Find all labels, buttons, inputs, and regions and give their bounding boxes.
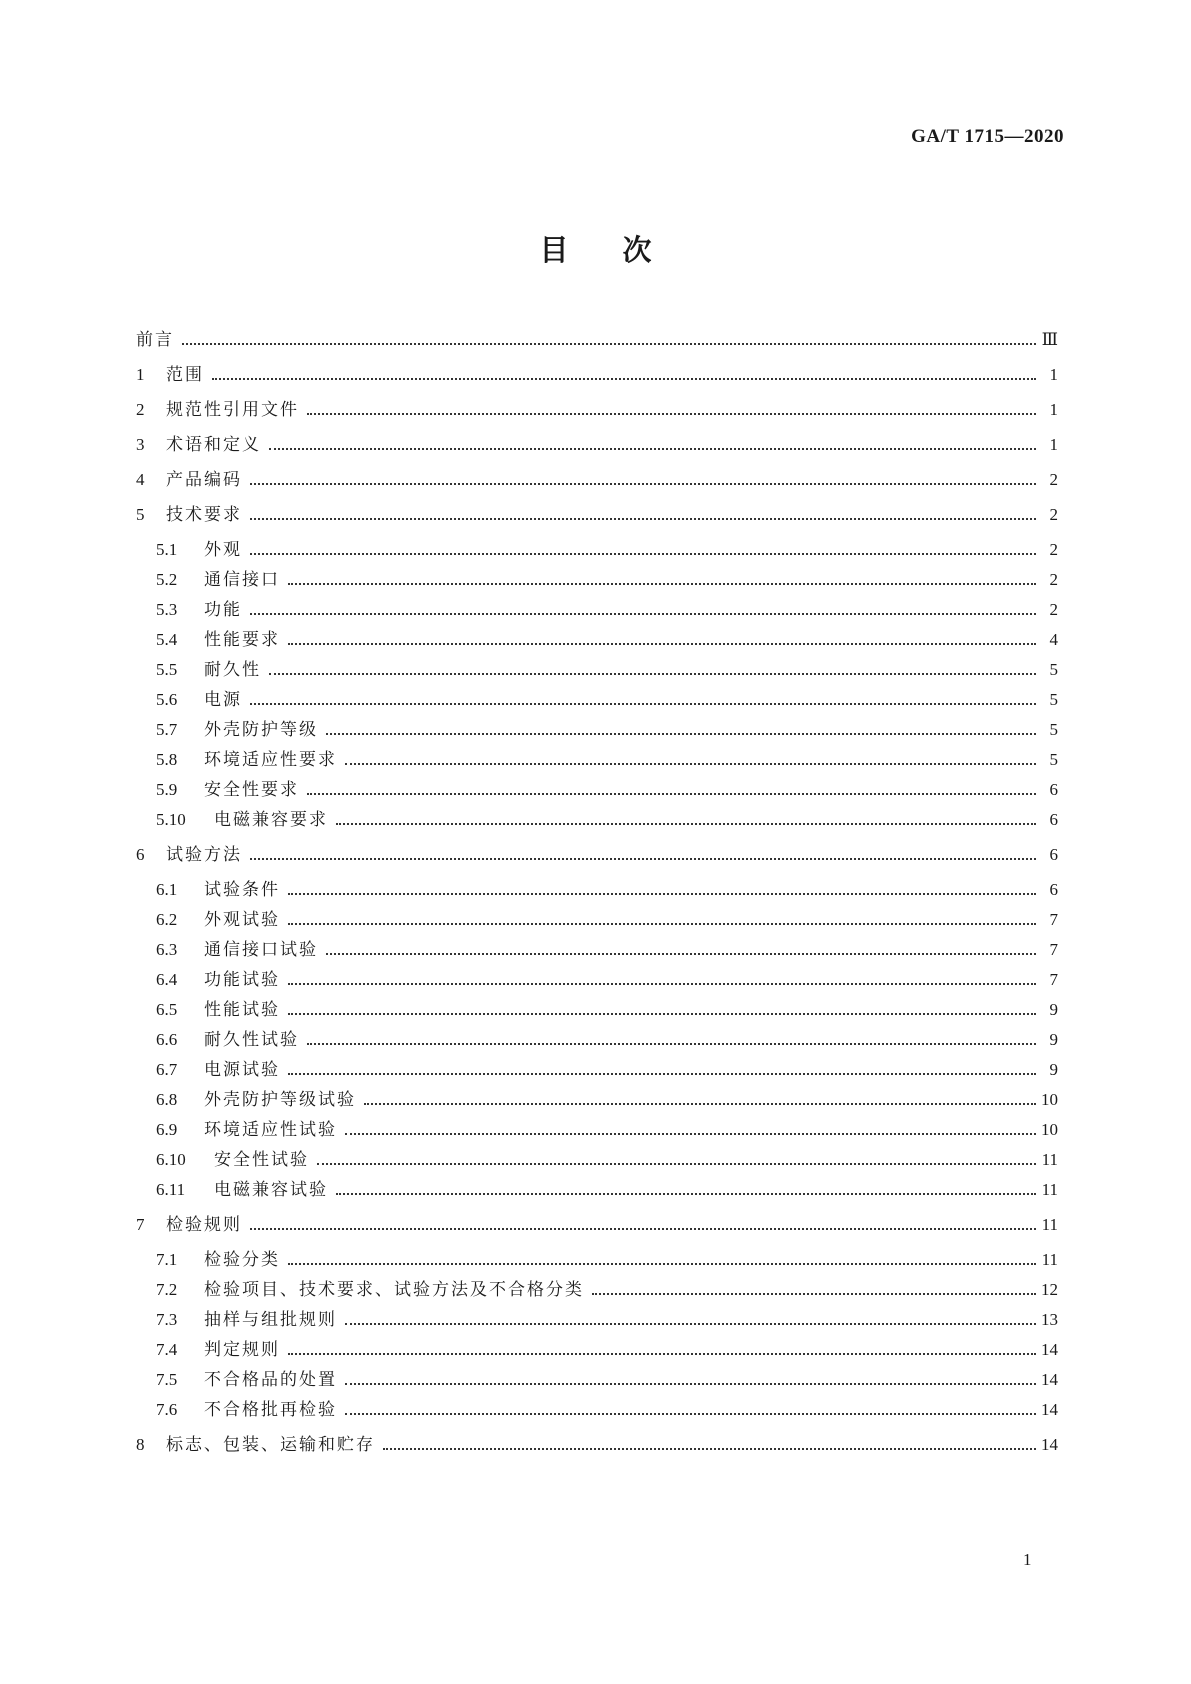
toc-dot-leader xyxy=(345,1306,1040,1334)
toc-dot-leader xyxy=(307,776,1040,804)
toc-entry-label: 耐久性试验 xyxy=(204,1030,299,1050)
toc-entry-page: Ⅲ xyxy=(1041,330,1058,349)
toc-entry-number: 7.1 xyxy=(156,1250,178,1269)
toc-entry-number: 7 xyxy=(136,1215,145,1234)
toc-dot-leader xyxy=(288,906,1040,934)
toc-entry[interactable] xyxy=(156,806,1058,834)
toc-entry-page: 1 xyxy=(1049,435,1058,454)
toc-entry-page: 7 xyxy=(1049,970,1058,989)
toc-entry[interactable] xyxy=(156,996,1058,1024)
toc-entry-number: 4 xyxy=(136,470,145,489)
toc-dot-leader xyxy=(288,1246,1040,1274)
toc-dot-leader xyxy=(250,536,1040,564)
toc-entry-label: 检验规则 xyxy=(166,1215,242,1235)
toc-entry-number: 5.5 xyxy=(156,660,178,679)
toc-entry-label: 性能要求 xyxy=(204,630,280,650)
toc-entry-label: 术语和定义 xyxy=(166,435,261,455)
toc-entry-number: 5.10 xyxy=(156,810,186,829)
toc-entry-page: 5 xyxy=(1049,750,1058,769)
toc-dot-leader xyxy=(250,1211,1040,1239)
toc-entry-label: 不合格品的处置 xyxy=(204,1370,337,1390)
toc-entry-page: 14 xyxy=(1041,1340,1058,1359)
toc-dot-leader xyxy=(269,656,1040,684)
toc-entry-page: 7 xyxy=(1049,910,1058,929)
toc-entry[interactable] xyxy=(136,1431,1058,1459)
toc-entry[interactable] xyxy=(156,566,1058,594)
toc-dot-leader xyxy=(326,716,1040,744)
toc-entry-label: 安全性试验 xyxy=(214,1150,309,1170)
toc-entry-number: 6.5 xyxy=(156,1000,178,1019)
toc-entry[interactable] xyxy=(136,326,1058,354)
toc-entry-page: 1 xyxy=(1049,365,1058,384)
standard-number: GA/T 1715—2020 xyxy=(911,126,1064,147)
toc-entry-number: 3 xyxy=(136,435,145,454)
toc-dot-leader xyxy=(364,1086,1040,1114)
toc-entry-label: 电源试验 xyxy=(204,1060,280,1080)
toc-entry-page: 14 xyxy=(1041,1370,1058,1389)
toc-entry[interactable] xyxy=(136,361,1058,389)
toc-dot-leader xyxy=(307,1026,1040,1054)
toc-dot-leader xyxy=(288,996,1040,1024)
toc-entry-label: 通信接口试验 xyxy=(204,940,318,960)
toc-entry-label: 抽样与组批规则 xyxy=(204,1310,337,1330)
toc-entry-number: 5.2 xyxy=(156,570,178,589)
toc-entry-number: 6.8 xyxy=(156,1090,178,1109)
toc-dot-leader xyxy=(288,966,1040,994)
toc-entry-label: 功能 xyxy=(204,600,242,620)
toc-entry[interactable] xyxy=(156,1306,1058,1334)
toc-entry-number: 6.9 xyxy=(156,1120,178,1139)
toc-entry-number: 6.3 xyxy=(156,940,178,959)
toc-entry-number: 6.1 xyxy=(156,880,178,899)
toc-entry-label: 电磁兼容试验 xyxy=(214,1180,328,1200)
toc-entry-label: 电磁兼容要求 xyxy=(214,810,328,830)
toc-entry[interactable] xyxy=(156,1276,1058,1304)
toc-entry-number: 6.11 xyxy=(156,1180,186,1199)
toc-entry-page: 6 xyxy=(1049,810,1058,829)
toc-dot-leader xyxy=(336,806,1040,834)
toc-entry-page: 2 xyxy=(1049,600,1058,619)
toc-entry-label: 标志、包装、运输和贮存 xyxy=(166,1435,375,1455)
page-title: 目次 xyxy=(539,233,706,267)
toc-dot-leader xyxy=(336,1176,1040,1204)
toc-entry-page: 2 xyxy=(1049,470,1058,489)
toc-entry-label: 检验项目、技术要求、试验方法及不合格分类 xyxy=(204,1280,584,1300)
toc-dot-leader xyxy=(592,1276,1040,1304)
toc-entry[interactable] xyxy=(156,596,1058,624)
toc-entry[interactable] xyxy=(156,906,1058,934)
toc-entry-number: 7.4 xyxy=(156,1340,178,1359)
toc-entry-page: 13 xyxy=(1041,1310,1058,1329)
toc-entry-number: 5.8 xyxy=(156,750,178,769)
toc-entry[interactable] xyxy=(156,876,1058,904)
toc-entry-label: 判定规则 xyxy=(204,1340,280,1360)
toc-entry-page: 5 xyxy=(1049,660,1058,679)
toc-dot-leader xyxy=(250,686,1040,714)
toc-entry-page: 11 xyxy=(1041,1180,1058,1199)
toc-dot-leader xyxy=(250,841,1040,869)
toc-entry[interactable] xyxy=(136,841,1058,869)
toc-entry-page: 14 xyxy=(1041,1435,1058,1454)
toc-entry[interactable] xyxy=(156,656,1058,684)
toc-entry[interactable] xyxy=(156,716,1058,744)
toc-entry-page: 9 xyxy=(1049,1060,1058,1079)
toc-entry-page: 10 xyxy=(1041,1120,1058,1139)
toc-entry[interactable] xyxy=(156,746,1058,774)
toc-entry-number: 7.5 xyxy=(156,1370,178,1389)
toc-entry[interactable] xyxy=(156,776,1058,804)
toc-entry[interactable] xyxy=(156,1246,1058,1274)
toc-dot-leader xyxy=(307,396,1040,424)
toc-entry-number: 6.10 xyxy=(156,1150,186,1169)
toc-entry[interactable] xyxy=(156,1396,1058,1424)
toc-dot-leader xyxy=(317,1146,1040,1174)
toc-entry-number: 8 xyxy=(136,1435,145,1454)
page-number: 1 xyxy=(1023,1550,1032,1569)
toc-dot-leader xyxy=(250,596,1040,624)
toc-entry[interactable] xyxy=(156,536,1058,564)
toc-dot-leader xyxy=(326,936,1040,964)
toc-entry-page: 7 xyxy=(1049,940,1058,959)
toc-entry[interactable] xyxy=(136,1211,1058,1239)
toc-entry-number: 5.3 xyxy=(156,600,178,619)
toc-dot-leader xyxy=(345,746,1040,774)
toc-dot-leader xyxy=(383,1431,1040,1459)
toc-entry-page: 5 xyxy=(1049,720,1058,739)
toc-entry[interactable] xyxy=(156,1336,1058,1364)
toc-entry-label: 范围 xyxy=(166,365,204,385)
toc-entry-label: 不合格批再检验 xyxy=(204,1400,337,1420)
toc-entry-number: 5 xyxy=(136,505,145,524)
toc-entry-label: 前言 xyxy=(136,330,174,350)
toc-entry[interactable] xyxy=(156,1366,1058,1394)
toc-entry-page: 5 xyxy=(1049,690,1058,709)
toc-entry[interactable] xyxy=(156,686,1058,714)
toc-entry-label: 环境适应性要求 xyxy=(204,750,337,770)
toc-dot-leader xyxy=(345,1396,1040,1424)
toc-dot-leader xyxy=(288,626,1040,654)
toc-entry-number: 5.1 xyxy=(156,540,178,559)
toc-entry-page: 10 xyxy=(1041,1090,1058,1109)
toc-entry-label: 检验分类 xyxy=(204,1250,280,1270)
toc-entry[interactable] xyxy=(136,501,1058,529)
toc-dot-leader xyxy=(288,876,1040,904)
toc-entry-page: 6 xyxy=(1049,880,1058,899)
toc-entry-page: 6 xyxy=(1049,845,1058,864)
toc-entry[interactable] xyxy=(156,1176,1058,1204)
toc-dot-leader xyxy=(250,501,1040,529)
toc-entry-number: 2 xyxy=(136,400,145,419)
toc-entry-number: 5.6 xyxy=(156,690,178,709)
toc-entry-page: 14 xyxy=(1041,1400,1058,1419)
toc-entry-number: 5.9 xyxy=(156,780,178,799)
toc-entry-label: 环境适应性试验 xyxy=(204,1120,337,1140)
toc-entry-number: 6.4 xyxy=(156,970,178,989)
toc-entry[interactable] xyxy=(156,936,1058,964)
toc-entry-page: 11 xyxy=(1041,1250,1058,1269)
toc-entry-label: 外壳防护等级 xyxy=(204,720,318,740)
toc-dot-leader xyxy=(288,566,1040,594)
toc-entry-label: 通信接口 xyxy=(204,570,280,590)
toc-entry-page: 9 xyxy=(1049,1030,1058,1049)
toc-dot-leader xyxy=(345,1366,1040,1394)
toc-entry-number: 6.6 xyxy=(156,1030,178,1049)
toc-entry-number: 5.4 xyxy=(156,630,178,649)
toc-entry-label: 外观试验 xyxy=(204,910,280,930)
toc-entry-label: 安全性要求 xyxy=(204,780,299,800)
toc-entry-number: 7.2 xyxy=(156,1280,178,1299)
toc-dot-leader xyxy=(182,326,1040,354)
toc-dot-leader xyxy=(212,361,1040,389)
toc-entry[interactable] xyxy=(136,431,1058,459)
toc-entry-page: 2 xyxy=(1049,505,1058,524)
toc-entry-label: 耐久性 xyxy=(204,660,261,680)
toc-entry-label: 技术要求 xyxy=(166,505,242,525)
toc-entry-label: 外观 xyxy=(204,540,242,560)
toc-entry[interactable] xyxy=(136,396,1058,424)
toc-entry-page: 9 xyxy=(1049,1000,1058,1019)
toc-entry[interactable] xyxy=(156,1146,1058,1174)
toc-entry[interactable] xyxy=(156,1116,1058,1144)
toc-entry-number: 1 xyxy=(136,365,145,384)
toc-entry-page: 1 xyxy=(1049,400,1058,419)
toc-entry-page: 2 xyxy=(1049,540,1058,559)
toc-entry-number: 6 xyxy=(136,845,145,864)
toc-entry-label: 电源 xyxy=(204,690,242,710)
toc-entry[interactable] xyxy=(156,1056,1058,1084)
toc-entry-page: 12 xyxy=(1041,1280,1058,1299)
toc-entry-label: 性能试验 xyxy=(204,1000,280,1020)
toc-entry-label: 产品编码 xyxy=(166,470,242,490)
toc-entry[interactable] xyxy=(156,966,1058,994)
toc-entry-label: 规范性引用文件 xyxy=(166,400,299,420)
toc-entry-number: 5.7 xyxy=(156,720,178,739)
toc-entry-page: 11 xyxy=(1041,1150,1058,1169)
toc-entry-label: 外壳防护等级试验 xyxy=(204,1090,356,1110)
toc-entry-label: 功能试验 xyxy=(204,970,280,990)
toc-entry-number: 6.7 xyxy=(156,1060,178,1079)
toc-entry[interactable] xyxy=(156,1086,1058,1114)
toc-dot-leader xyxy=(250,466,1040,494)
toc-dot-leader xyxy=(288,1056,1040,1084)
toc-dot-leader xyxy=(269,431,1040,459)
toc-entry-label: 试验方法 xyxy=(166,845,242,865)
toc-entry[interactable] xyxy=(156,626,1058,654)
toc-entry-number: 7.6 xyxy=(156,1400,178,1419)
toc-entry-page: 6 xyxy=(1049,780,1058,799)
toc-entry-number: 7.3 xyxy=(156,1310,178,1329)
toc-entry-label: 试验条件 xyxy=(204,880,280,900)
toc-dot-leader xyxy=(288,1336,1040,1364)
toc-entry[interactable] xyxy=(136,466,1058,494)
toc-entry[interactable] xyxy=(156,1026,1058,1054)
toc-entry-page: 2 xyxy=(1049,570,1058,589)
toc-dot-leader xyxy=(345,1116,1040,1144)
toc-entry-number: 6.2 xyxy=(156,910,178,929)
toc-entry-page: 4 xyxy=(1049,630,1058,649)
toc-entry-page: 11 xyxy=(1041,1215,1058,1234)
